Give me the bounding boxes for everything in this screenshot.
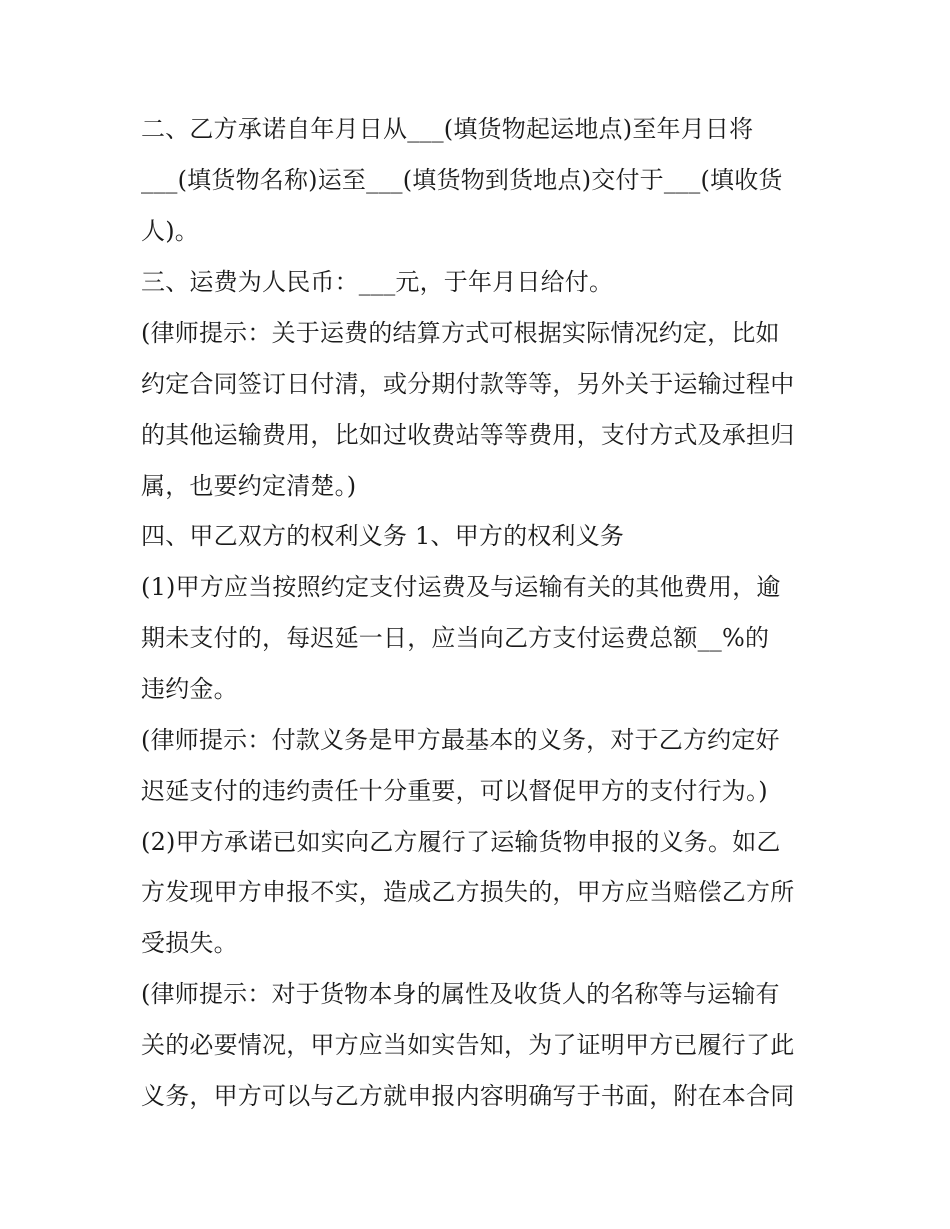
text-line: 二、乙方承诺自年月日从___(填货物起运地点)至年月日将 <box>141 115 754 143</box>
text-line: 人)。 <box>141 217 199 245</box>
text-line: 三、运费为人民币：___元，于年月日给付。 <box>141 268 614 296</box>
text-line: 违约金。 <box>141 675 238 703</box>
text-line: (律师提示：付款义务是甲方最基本的义务，对于乙方约定好 <box>141 726 780 754</box>
text-line: 约定合同签订日付清，或分期付款等等，另外关于运输过程中 <box>141 370 795 398</box>
text-line: 期未支付的，每迟延一日，应当向乙方支付运费总额__%的 <box>141 624 770 652</box>
text-line: 属，也要约定清楚。) <box>141 472 357 500</box>
text-line: ___(填货物名称)运至___(填货物到货地点)交付于___(填收货 <box>141 166 783 194</box>
text-line: (律师提示：关于运费的结算方式可根据实际情况约定，比如 <box>141 319 780 347</box>
text-line: 迟延支付的违约责任十分重要，可以督促甲方的支付行为。) <box>141 777 768 805</box>
text-line: (1)甲方应当按照约定支付运费及与运输有关的其他费用，逾 <box>141 573 781 601</box>
text-line: (律师提示：对于货物本身的属性及收货人的名称等与运输有 <box>141 980 780 1008</box>
text-line: (2)甲方承诺已如实向乙方履行了运输货物申报的义务。如乙 <box>141 828 781 856</box>
text-line: 方发现甲方申报不实，造成乙方损失的，甲方应当赔偿乙方所 <box>141 878 795 906</box>
text-line: 义务，甲方可以与乙方就申报内容明确写于书面，附在本合同 <box>141 1082 795 1110</box>
text-line: 关的必要情况，甲方应当如实告知，为了证明甲方已履行了此 <box>141 1031 795 1059</box>
text-line: 的其他运输费用，比如过收费站等等费用，支付方式及承担归 <box>141 421 795 449</box>
text-line: 四、甲乙双方的权利义务 1、甲方的权利义务 <box>141 522 625 550</box>
text-line: 受损失。 <box>141 929 238 957</box>
